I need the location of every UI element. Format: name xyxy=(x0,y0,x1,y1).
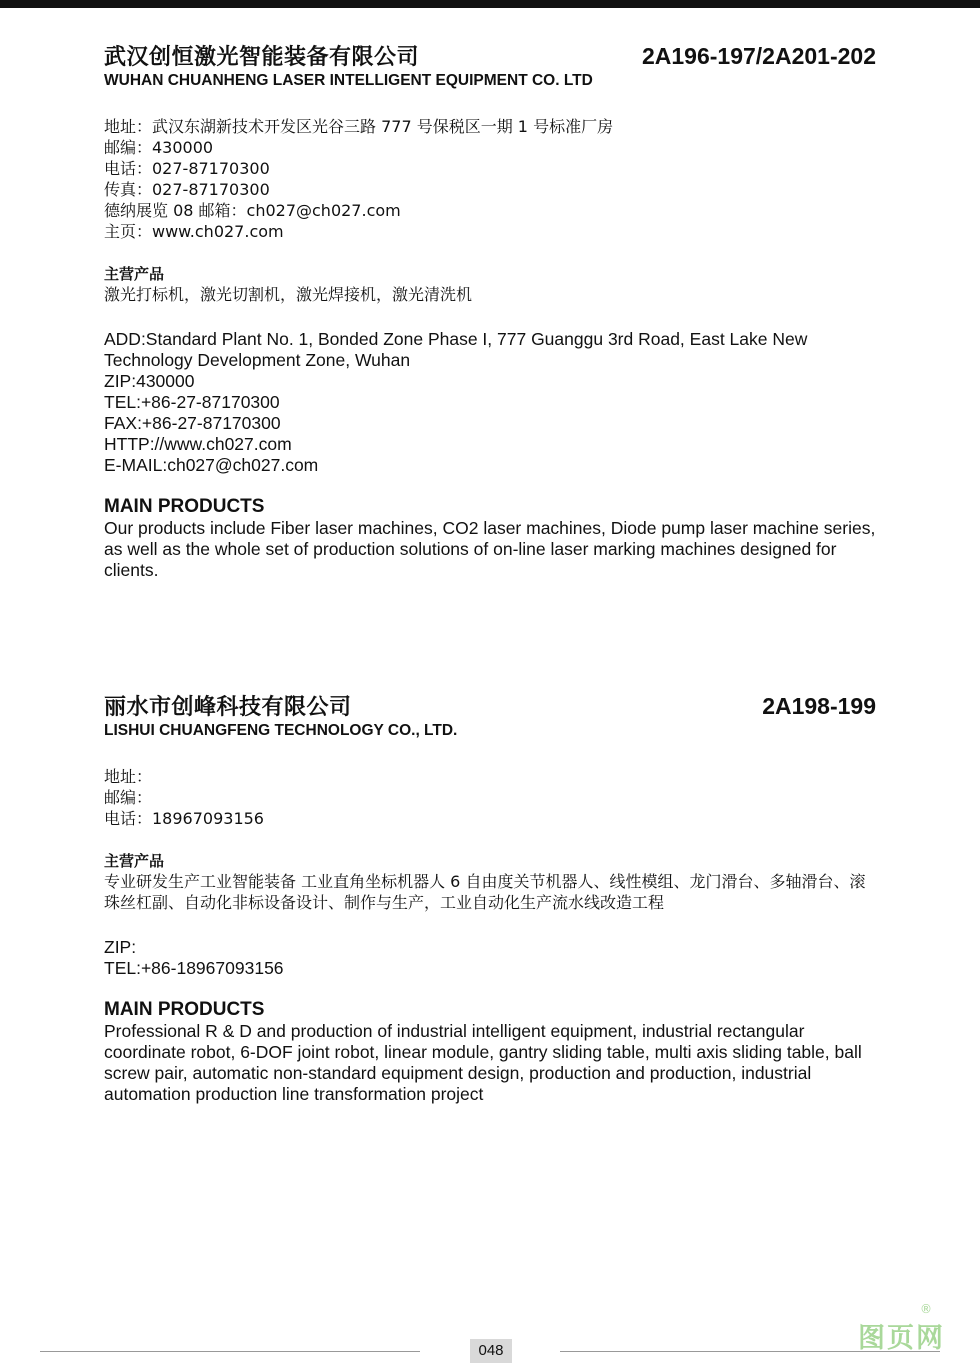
top-rule xyxy=(0,0,980,8)
exhibitor-entry-chuangfeng xyxy=(104,690,876,1105)
address-cn: 地址： xyxy=(104,767,153,786)
fax-en: FAX:+86-27-87170300 xyxy=(104,413,281,433)
contact-cn xyxy=(104,116,876,242)
homepage-cn: 主页：www.ch027.com xyxy=(104,222,284,241)
company-name-en: WUHAN CHUANHENG LASER INTELLIGENT EQUIPMENT CO. LTD xyxy=(104,72,593,89)
phone-cn: 电话：18967093156 xyxy=(104,809,264,828)
products-title-en: MAIN PRODUCTS xyxy=(104,999,265,1020)
footer-rule-left xyxy=(40,1351,420,1352)
email-cn: 德纳展览 08 邮箱：ch027@ch027.com xyxy=(104,201,401,220)
phone-cn: 电话：027-87170300 xyxy=(104,159,270,178)
zip-cn: 邮编：430000 xyxy=(104,138,214,157)
products-text-cn: 激光打标机，激光切割机，激光焊接机，激光清洗机 xyxy=(104,285,473,304)
contact-en xyxy=(104,329,876,476)
products-title-en: MAIN PRODUCTS xyxy=(104,496,265,517)
products-text-en: Professional R & D and production of industrial intelligent equipment, industrial rectangular coordinate robot, 6-DOF joint robot, linear module, gantry sliding table, multi axis sliding table, ball screw pair, automatic non-standard equipment design, production and production, industrial automation production line transformation project xyxy=(104,1021,862,1104)
entry-header xyxy=(104,690,876,721)
booth-number: 2A198-199 xyxy=(762,693,876,719)
products-en xyxy=(104,999,876,1105)
address-en-line-1: ADD:Standard Plant No. 1, Bonded Zone Phase I, 777 Guanggu 3rd Road, East Lake New xyxy=(104,329,808,349)
products-text-cn: 专业研发生产工业智能装备 工业直角坐标机器人 6 自由度关节机器人、线性模组、龙门滑台、多轴滑台、滚珠丝杠副、自动化非标设备设计、制作与生产，工业自动化生产流水线改造工程 xyxy=(104,872,866,912)
company-name-en: LISHUI CHUANGFENG TECHNOLOGY CO., LTD. xyxy=(104,722,458,739)
company-name-cn: 武汉创恒激光智能装备有限公司 xyxy=(104,45,420,70)
page-number: 048 xyxy=(470,1339,512,1363)
entry-header xyxy=(104,40,876,71)
booth-number: 2A196-197/2A201-202 xyxy=(641,43,876,69)
http-en: HTTP://www.ch027.com xyxy=(104,434,292,454)
contact-cn xyxy=(104,766,876,829)
contact-en xyxy=(104,937,876,979)
zip-en: ZIP: xyxy=(104,937,137,957)
address-en-line-2: Technology Development Zone, Wuhan xyxy=(104,350,411,370)
zip-cn: 邮编： xyxy=(104,788,153,807)
products-en xyxy=(104,496,876,581)
products-cn xyxy=(104,264,876,305)
products-text-en: Our products include Fiber laser machines, CO2 laser machines, Diode pump laser machine series, as well as the whole set of production solutions of on-line laser marking machines designed for clients. xyxy=(104,518,876,580)
products-cn xyxy=(104,851,876,913)
products-title-cn: 主营产品 xyxy=(104,265,165,283)
address-cn: 地址：武汉东湖新技术开发区光谷三路 777 号保税区一期 1 号标准厂房 xyxy=(104,117,614,136)
zip-en: ZIP:430000 xyxy=(104,371,195,391)
products-title-cn: 主营产品 xyxy=(104,852,165,870)
company-name-cn: 丽水市创峰科技有限公司 xyxy=(104,695,352,720)
registered-mark-icon: ® xyxy=(920,1302,932,1316)
watermark-logo: 图页网 xyxy=(858,1323,945,1354)
exhibitor-entry-chuanheng xyxy=(104,40,876,581)
fax-cn: 传真：027-87170300 xyxy=(104,180,270,199)
tel-en: TEL:+86-27-87170300 xyxy=(104,392,280,412)
tel-en: TEL:+86-18967093156 xyxy=(104,958,284,978)
email-en: E-MAIL:ch027@ch027.com xyxy=(104,455,319,475)
